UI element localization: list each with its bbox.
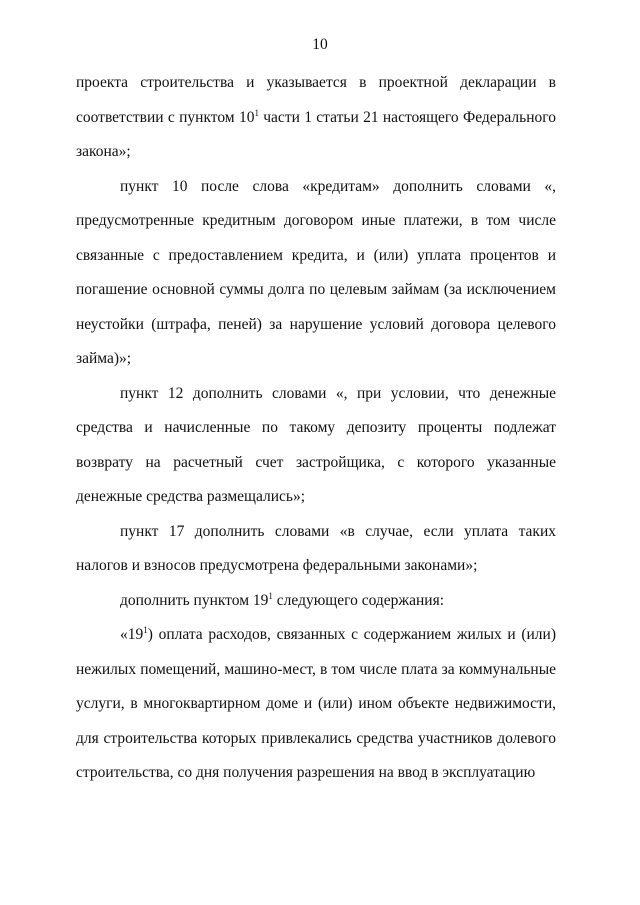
reference-number: 10 <box>238 108 255 126</box>
text-run: проекта строительства и указывается в проектной декларации в соответствии с пунктом <box>76 74 556 126</box>
paragraph-item-10 <box>76 170 556 377</box>
item-reference <box>253 592 273 609</box>
reference-closing: ) <box>147 626 153 643</box>
page-number: 10 <box>312 36 328 53</box>
reference-superscript: 1 <box>143 625 148 635</box>
paragraph-item-19-1 <box>76 618 556 791</box>
text-run: пункт 17 дополнить словами «в случае, если уплата таких налогов и взносов предусмотрена федеральными законами»; <box>76 522 556 574</box>
paragraph-item-17 <box>76 515 556 584</box>
text-run: дополнить пунктом <box>120 591 253 609</box>
text-run: пункт 10 после слова «кредитам» дополнить словами «, предусмотренные кредитным договором иные платежи, в том числе связанные с предоставлением кредита, и (или) уплата процентов и погашение основной суммы долга по целевым займам (за исключением неустойки (штрафа, пеней) за нарушение условий договора целевого займа)»; <box>76 177 556 367</box>
paragraph-continuation <box>76 66 556 170</box>
reference-number: «19 <box>120 626 144 643</box>
reference-superscript: 1 <box>254 107 259 118</box>
article-reference <box>239 109 259 126</box>
paragraph-add-item <box>76 584 556 619</box>
text-run: части 1 статьи 21 настоящего Федерального закона»; <box>76 108 556 160</box>
text-run: следующего содержания: <box>272 591 445 609</box>
text-run: оплата расходов, связанных с содержанием жилых и (или) нежилых помещений, машино-мест, в том числе плата за коммунальные услуги, в многоквартирном доме и (или) ином объекте недвижимости, для строительства которых привлекались средства участников долевого строительства, со дня получения разрешения на ввод в эксплуатацию <box>76 626 556 781</box>
item-reference <box>120 626 153 643</box>
paragraph-item-12 <box>76 377 556 515</box>
text-run: пункт 12 дополнить словами «, при условии, что денежные средства и начисленные по такому депозиту проценты подлежат возврату на расчетный счет застройщика, с которого указанные денежные средства размещались»; <box>76 384 556 505</box>
reference-superscript: 1 <box>268 590 273 601</box>
document-body <box>76 66 556 791</box>
reference-number: 19 <box>252 591 269 609</box>
